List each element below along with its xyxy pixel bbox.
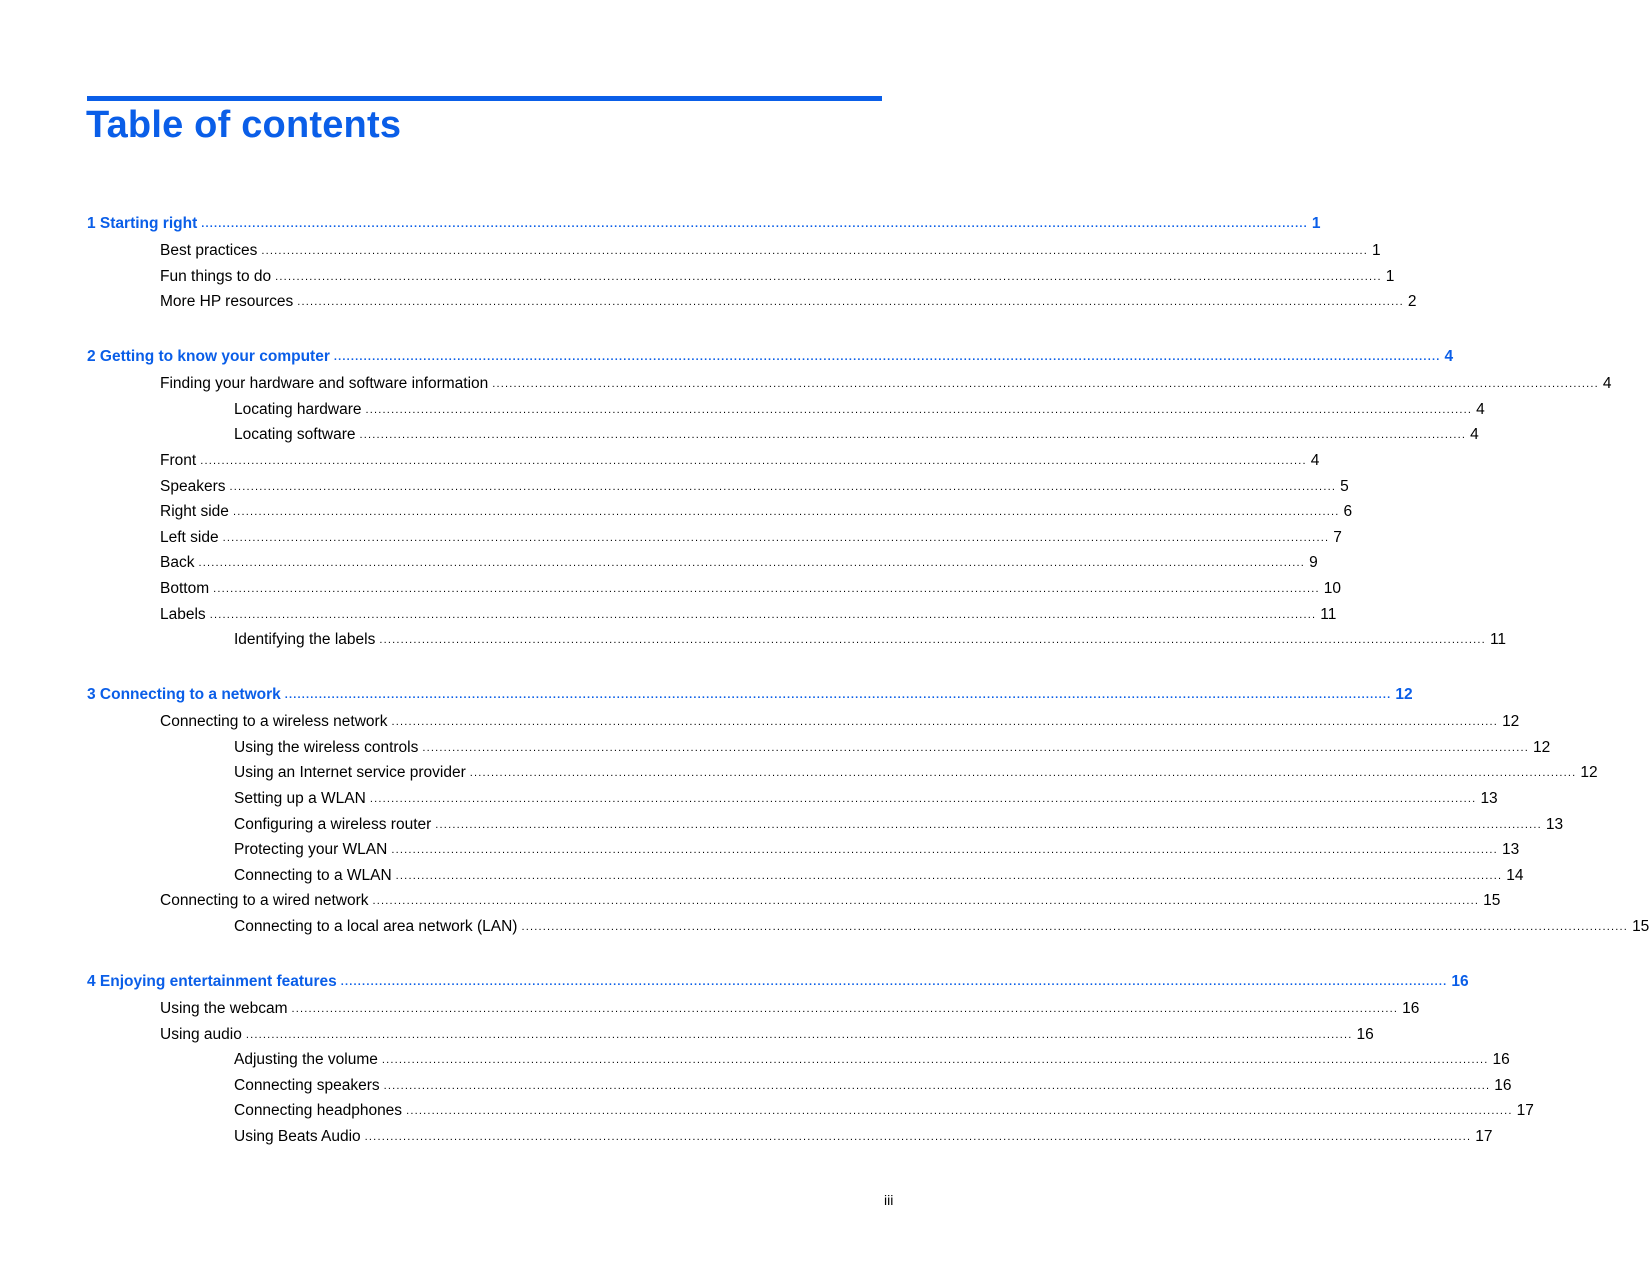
toc-entry-title: Labels: [160, 606, 206, 623]
toc-entry-title: Using the wireless controls: [234, 739, 419, 756]
toc-subsection-entry[interactable]: [234, 813, 1564, 835]
toc-entry-page: 16: [1402, 1000, 1420, 1017]
dot-leader: ....................................................................................................................................................................................................................................................................: [391, 844, 1498, 856]
toc-entry-page: 11: [1489, 631, 1507, 648]
toc-entry-page: 4: [1476, 401, 1485, 418]
toc-entry-page: 4: [1444, 348, 1454, 365]
toc-chapter-entry[interactable]: [87, 683, 1413, 705]
dot-leader: ....................................................................................................................................................................................................................................................................: [364, 1131, 1472, 1143]
toc-entry-page: 11: [1320, 606, 1337, 623]
toc-entry-title: Using an Internet service provider: [234, 764, 466, 781]
toc-section-entry[interactable]: [160, 710, 1520, 732]
toc-section-entry[interactable]: [160, 372, 1612, 394]
toc-entry-title: Bottom: [160, 580, 210, 597]
dot-leader: ....................................................................................................................................................................................................................................................................: [232, 506, 1340, 518]
toc-entry-page: 12: [1580, 764, 1598, 781]
dot-leader: ....................................................................................................................................................................................................................................................................: [291, 1003, 1399, 1015]
toc-entry-title: Locating hardware: [234, 401, 362, 418]
toc-entry-page: 1: [1385, 268, 1395, 285]
toc-entry-title: Back: [160, 554, 195, 571]
toc-entry-title: Connecting to a WLAN: [234, 867, 392, 884]
toc-section-entry[interactable]: [160, 500, 1353, 522]
toc-entry-page: 12: [1502, 713, 1520, 730]
page-number: iii: [884, 1192, 894, 1208]
toc-section-entry[interactable]: [160, 997, 1420, 1019]
dot-leader: ....................................................................................................................................................................................................................................................................: [395, 870, 1503, 882]
dot-leader: ....................................................................................................................................................................................................................................................................: [521, 921, 1629, 933]
toc-section-entry[interactable]: [160, 290, 1417, 312]
dot-leader: ....................................................................................................................................................................................................................................................................: [372, 895, 1480, 907]
dot-leader: ....................................................................................................................................................................................................................................................................: [379, 634, 1486, 646]
toc-subsection-entry[interactable]: [234, 915, 1649, 937]
toc-entry-title: Fun things to do: [160, 268, 272, 285]
dot-leader: ....................................................................................................................................................................................................................................................................: [201, 218, 1308, 230]
toc-section-entry[interactable]: [160, 265, 1395, 287]
toc-entry-page: 6: [1343, 503, 1353, 520]
toc-entry-title: 2 Getting to know your computer: [87, 348, 330, 365]
toc-subsection-entry[interactable]: [234, 1048, 1510, 1070]
toc-entry-title: 4 Enjoying entertainment features: [87, 973, 337, 990]
toc-entry-title: Configuring a wireless router: [234, 816, 432, 833]
toc-subsection-entry[interactable]: [234, 423, 1479, 445]
toc-entry-page: 4: [1602, 375, 1612, 392]
toc-entry-title: Connecting headphones: [234, 1102, 403, 1119]
toc-section-entry[interactable]: [160, 475, 1349, 497]
toc-entry-page: 17: [1516, 1102, 1534, 1119]
toc-subsection-entry[interactable]: [234, 736, 1551, 758]
toc-subsection-entry[interactable]: [234, 1074, 1512, 1096]
dot-leader: ....................................................................................................................................................................................................................................................................: [198, 557, 1306, 569]
toc-entry-title: Adjusting the volume: [234, 1051, 378, 1068]
dot-leader: ....................................................................................................................................................................................................................................................................: [381, 1054, 1489, 1066]
toc-section-entry[interactable]: [160, 889, 1501, 911]
toc-entry-title: Using audio: [160, 1026, 242, 1043]
toc-entry-title: Using the webcam: [160, 1000, 288, 1017]
toc-entry-page: 15: [1632, 918, 1649, 935]
toc-entry-title: 1 Starting right: [87, 215, 198, 232]
toc-entry-page: 9: [1309, 554, 1318, 571]
dot-leader: ....................................................................................................................................................................................................................................................................: [261, 245, 1368, 257]
dot-leader: ....................................................................................................................................................................................................................................................................: [275, 271, 1382, 283]
dot-leader: ....................................................................................................................................................................................................................................................................: [383, 1080, 1491, 1092]
toc-entry-page: 17: [1475, 1128, 1493, 1145]
toc-entry-page: 13: [1545, 816, 1564, 833]
toc-entry-title: Connecting speakers: [234, 1077, 380, 1094]
dot-leader: ....................................................................................................................................................................................................................................................................: [340, 976, 1448, 988]
toc-chapter-entry[interactable]: [87, 345, 1454, 367]
dot-leader: ....................................................................................................................................................................................................................................................................: [391, 716, 1499, 728]
dot-leader: ....................................................................................................................................................................................................................................................................: [297, 296, 1404, 308]
toc-subsection-entry[interactable]: [234, 1125, 1493, 1147]
toc-entry-page: 12: [1395, 686, 1413, 703]
toc-subsection-entry[interactable]: [234, 838, 1520, 860]
toc-entry-title: Connecting to a wired network: [160, 892, 369, 909]
toc-entry-page: 2: [1407, 293, 1417, 310]
toc-entry-title: Best practices: [160, 242, 258, 259]
toc-section-entry[interactable]: [160, 577, 1341, 599]
toc-entry-title: Left side: [160, 529, 219, 546]
toc-entry-page: 16: [1492, 1051, 1510, 1068]
toc-entry-page: 13: [1501, 841, 1520, 858]
dot-leader: ....................................................................................................................................................................................................................................................................: [359, 429, 1467, 441]
dot-leader: ....................................................................................................................................................................................................................................................................: [245, 1029, 1353, 1041]
toc-entry-title: Connecting to a wireless network: [160, 713, 388, 730]
dot-leader: ....................................................................................................................................................................................................................................................................: [200, 455, 1307, 467]
dot-leader: ....................................................................................................................................................................................................................................................................: [222, 532, 1330, 544]
toc-entry-page: 1: [1371, 242, 1381, 259]
dot-leader: ....................................................................................................................................................................................................................................................................: [333, 351, 1441, 363]
dot-leader: ....................................................................................................................................................................................................................................................................: [229, 481, 1337, 493]
dot-leader: ....................................................................................................................................................................................................................................................................: [406, 1105, 1513, 1117]
page-title: Table of contents: [86, 104, 402, 146]
dot-leader: ....................................................................................................................................................................................................................................................................: [435, 819, 1542, 831]
toc-entry-title: 3 Connecting to a network: [87, 686, 281, 703]
dot-leader: ....................................................................................................................................................................................................................................................................: [209, 609, 1317, 621]
dot-leader: ....................................................................................................................................................................................................................................................................: [469, 767, 1577, 779]
toc-entry-title: Connecting to a local area network (LAN): [234, 918, 518, 935]
toc-entry-page: 4: [1310, 452, 1320, 469]
dot-leader: ....................................................................................................................................................................................................................................................................: [422, 742, 1529, 754]
dot-leader: ....................................................................................................................................................................................................................................................................: [284, 689, 1392, 701]
toc-section-entry[interactable]: [160, 603, 1337, 625]
toc-entry-page: 16: [1356, 1026, 1374, 1043]
toc-subsection-entry[interactable]: [234, 864, 1524, 886]
toc-entry-title: Identifying the labels: [234, 631, 376, 648]
toc-entry-title: Locating software: [234, 426, 356, 443]
dot-leader: ....................................................................................................................................................................................................................................................................: [213, 583, 1320, 595]
toc-entry-title: Speakers: [160, 478, 226, 495]
toc-entry-title: Protecting your WLAN: [234, 841, 388, 858]
toc-entry-page: 7: [1333, 529, 1342, 546]
toc-chapter-entry[interactable]: [87, 970, 1469, 992]
toc-chapter-entry[interactable]: [87, 212, 1321, 234]
dot-leader: ....................................................................................................................................................................................................................................................................: [492, 378, 1599, 390]
toc-section-entry[interactable]: [160, 239, 1381, 261]
dot-leader: ....................................................................................................................................................................................................................................................................: [365, 404, 1473, 416]
toc-entry-title: More HP resources: [160, 293, 294, 310]
toc-entry-page: 15: [1483, 892, 1501, 909]
toc-entry-page: 4: [1470, 426, 1479, 443]
toc-entry-page: 12: [1532, 739, 1551, 756]
toc-entry-title: Finding your hardware and software information: [160, 375, 489, 392]
toc-subsection-entry[interactable]: [234, 398, 1485, 420]
toc-entry-page: 13: [1480, 790, 1498, 807]
toc-entry-page: 1: [1311, 215, 1321, 232]
toc-section-entry[interactable]: [160, 449, 1320, 471]
toc-entry-page: 5: [1340, 478, 1349, 495]
toc-entry-page: 16: [1494, 1077, 1512, 1094]
toc-subsection-entry[interactable]: [234, 787, 1498, 809]
toc-subsection-entry[interactable]: [234, 1099, 1534, 1121]
dot-leader: ....................................................................................................................................................................................................................................................................: [369, 793, 1477, 805]
toc-entry-page: 14: [1506, 867, 1524, 884]
toc-section-entry[interactable]: [160, 1023, 1374, 1045]
toc-subsection-entry[interactable]: [234, 628, 1507, 650]
toc-subsection-entry[interactable]: [234, 761, 1598, 783]
toc-entry-title: Using Beats Audio: [234, 1128, 361, 1145]
toc-entry-page: 16: [1451, 973, 1469, 990]
toc-entry-title: Setting up a WLAN: [234, 790, 366, 807]
toc-entry-title: Right side: [160, 503, 229, 520]
toc-entry-title: Front: [160, 452, 197, 469]
toc-section-entry[interactable]: [160, 526, 1342, 548]
toc-section-entry[interactable]: [160, 551, 1318, 573]
toc-entry-page: 10: [1323, 580, 1341, 597]
